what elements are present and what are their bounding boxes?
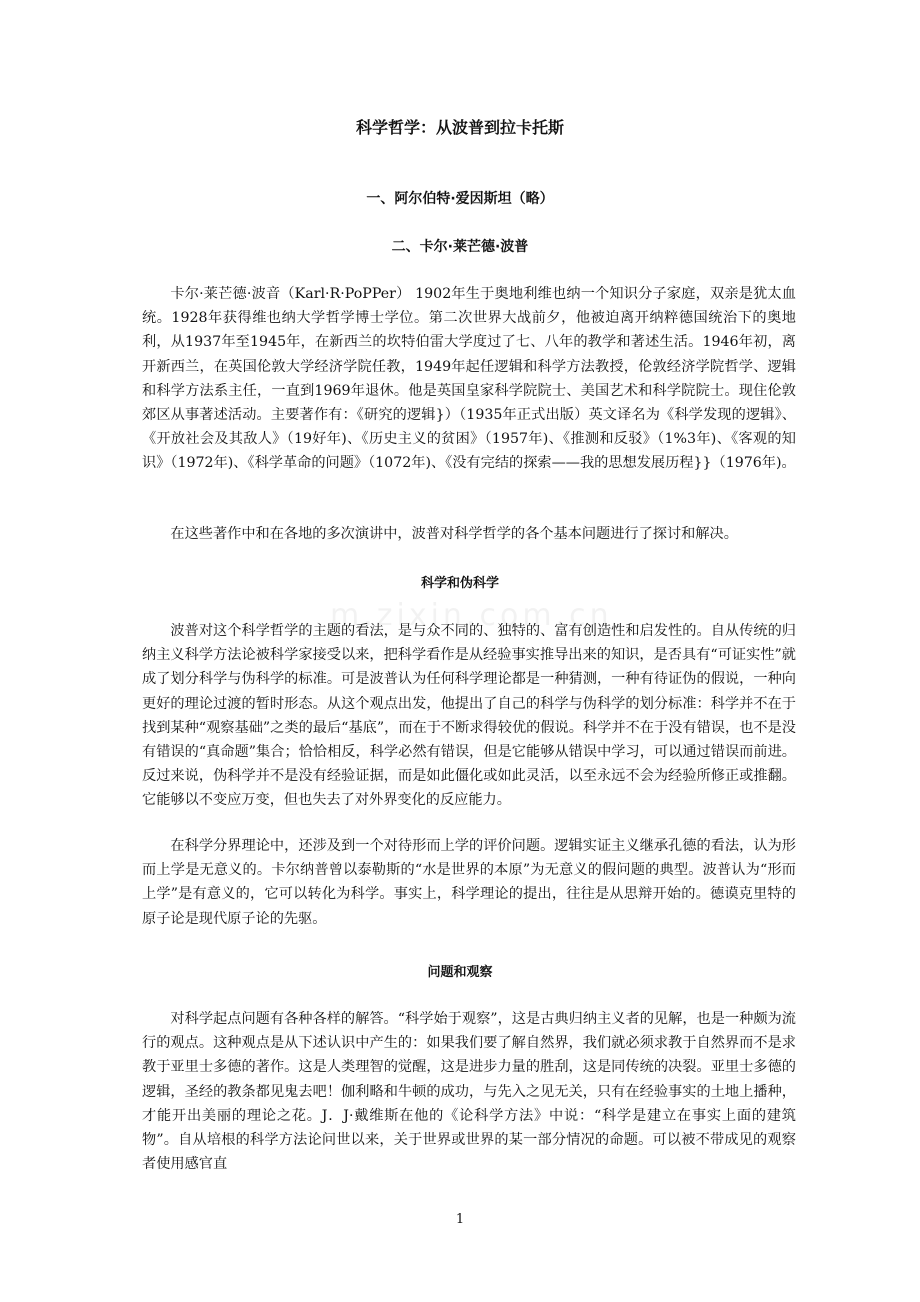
paragraph-biography: 卡尔·莱芒德·波音（Karl·R·PoPPer） 1902年生于奥地利维也纳一个知识分子家庭，双亲是犹太血统。1928年获得维也纳大学哲学博士学位。第二次世界大战前夕，他被迫离开纳粹德国统治下的奥地利，从1937年至1945年，在新西兰的坎特伯雷大学度过了七、八年的教学和著述生活。1946年初，离开新西兰，在英国伦敦大学经济学院任教，1949年起任逻辑和科学方法教授，伦敦经济学院哲学、逻辑和科学方法系主任，一直到1969年退休。他是英国皇家科学院院士、美国艺术和科学院院士。现住伦敦郊区从事著述活动。主要著作有：《研究的逻辑}）（1935年正式出版）英文译名为《科学发现的逻辑》、《开放社会及其敌人》（19好年)、《历史主义的贫困》（1957年)、《推测和反驳》（1%3年)、《客观的知识》（1972年)、《科学革命的问题》（1072年)、《没有完结的探索——我的思想发展历程}}（1976年)。 xyxy=(142,286,796,472)
paragraph-metaphysics: 在科学分界理论中，还涉及到一个对待形而上学的评价问题。逻辑实证主义继承孔德的看法，认为形而上学是无意义的。卡尔纳普曾以泰勒斯的“水是世界的本原”为无意义的假问题的典型。波普认为“形而上学”是有意义的，它可以转化为科学。事实上，科学理论的提出，往往是从思辩开始的。德谟克里特的原子论是现代原子论的先驱。 xyxy=(142,838,796,927)
subheading-science-pseudoscience: 科学和伪科学 xyxy=(420,576,499,591)
section-heading-popper: 二、卡尔·莱芒德·波普 xyxy=(391,239,529,255)
paragraph-intro: 在这些著作中和在各地的多次演讲中，波普对科学哲学的各个基本问题进行了探讨和解决。 xyxy=(170,526,738,542)
watermark: m.zixin.com.cn xyxy=(330,598,613,633)
section-heading-einstein: 一、阿尔伯特·爱因斯坦（略） xyxy=(366,191,554,207)
page-number: 1 xyxy=(455,1212,465,1227)
document-title: 科学哲学：从波普到拉卡托斯 xyxy=(355,118,564,137)
paragraph-observation: 对科学起点问题有各种各样的解答。“科学始于观察”，这是古典归纳主义者的见解，也是一种颇为流行的观点。这种观点是从下述认识中产生的：如果我们要了解自然界，我们就必须求教于自然界而不是求教于亚里士多德的著作。这是人类理智的觉醒，这是进步力量的胜刮，这是同传统的决裂。亚里士多德的逻辑，圣经的教条都见鬼去吧！伽利略和牛顿的成功，与先入之见无关，只有在经验事实的土地上播种，才能开出美丽的理论之花。J．J·戴维斯在他的《论科学方法》中说：“科学是建立在事实上面的建筑物”。自从培根的科学方法论问世以来，关于世界或世界的某一部分情况的命题。可以被不带成见的观察者使用感官直 xyxy=(142,1011,796,1173)
subheading-problems-observation: 问题和观察 xyxy=(427,965,493,980)
paragraph-demarcation: 波普对这个科学哲学的主题的看法，是与众不同的、独特的、富有创造性和启发性的。自从传统的归纳主义科学方法论被科学家接受以来，把科学看作是从经验事实推导出来的知识，是否具有“可证实性”就成了划分科学与伪科学的标准。可是波普认为任何科学理论都是一种猜测，一种有待证伪的假说，一种向更好的理论过渡的暂时形态。从这个观点出发，他提出了自己的科学与伪科学的划分标准：科学并不在于找到某种“观察基础”之类的最后“基底”，而在于不断求得较优的假说。科学并不在于没有错误，也不是没有错误的“真命题”集合；恰恰相反，科学必然有错误，但是它能够从错误中学习，可以通过错误而前进。反过来说，伪科学并不是没有经验证据，而是如此僵化或如此灵活，以至永远不会为经验所修正或推翻。它能够以不变应万变，但也失去了对外界变化的反应能力。 xyxy=(142,623,796,809)
